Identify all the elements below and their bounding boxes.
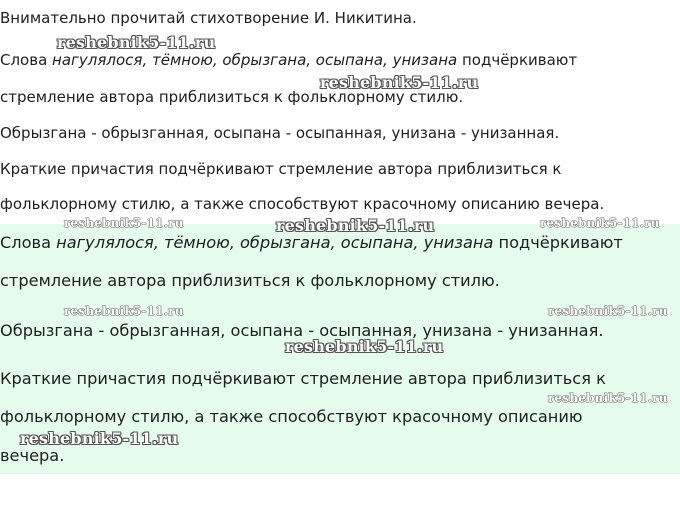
watermark: reshebnik5-11.ru [57,33,216,52]
watermark: reshebnik5-11.ru [64,216,184,230]
watermark: reshebnik5-11.ru [320,73,479,92]
watermark: reshebnik5-11.ru [276,216,435,235]
top-p1-tail: подчёркивают [457,51,578,69]
top-p1-lead: Слова [0,51,53,69]
bottom-p1-lead: Слова [0,233,57,252]
watermark: reshebnik5-11.ru [548,304,668,318]
bottom-paragraph-2: Обрызгана - обрызганная, осыпана - осыпанная, унизана - унизанная. [0,321,604,340]
watermark: reshebnik5-11.ru [64,304,184,318]
top-paragraph-2: Обрызгана - обрызганная, осыпана - осыпанная, унизана - унизанная. [0,124,560,142]
top-paragraph-1-line2: стремление автора приблизиться к фольклорному стилю. [0,88,464,106]
watermark: reshebnik5-11.ru [548,391,668,405]
bottom-paragraph-3-line2: фольклорному стилю, а также способствуют красочному описанию [0,407,583,426]
bottom-p1-words: нагулялося, тёмною, обрызгана, осыпана, унизана [56,233,494,252]
watermark: reshebnik5-11.ru [285,337,444,356]
bottom-paragraph-3-line1: Краткие причастия подчёркивают стремление автора приблизиться к [0,369,606,388]
bottom-p1-tail: подчёркивают [493,233,623,252]
watermark: reshebnik5-11.ru [20,429,179,448]
watermark: reshebnik5-11.ru [540,216,660,230]
top-paragraph-3-line1: Краткие причастия подчёркивают стремление автора приблизиться к [0,160,562,178]
bottom-paragraph-3-line3: вечера. [0,446,65,465]
bottom-paragraph-1-line2: стремление автора приблизиться к фольклорному стилю. [0,271,500,290]
top-paragraph-3-line2: фольклорному стилю, а также способствуют красочному описанию вечера. [0,195,605,213]
top-paragraph-1 [0,51,577,69]
top-p1-words: нагулялося, тёмною, обрызгана, осыпана, унизана [52,51,458,69]
intro-text: Внимательно прочитай стихотворение И. Никитина. [0,9,417,27]
bottom-paragraph-1 [0,233,623,252]
